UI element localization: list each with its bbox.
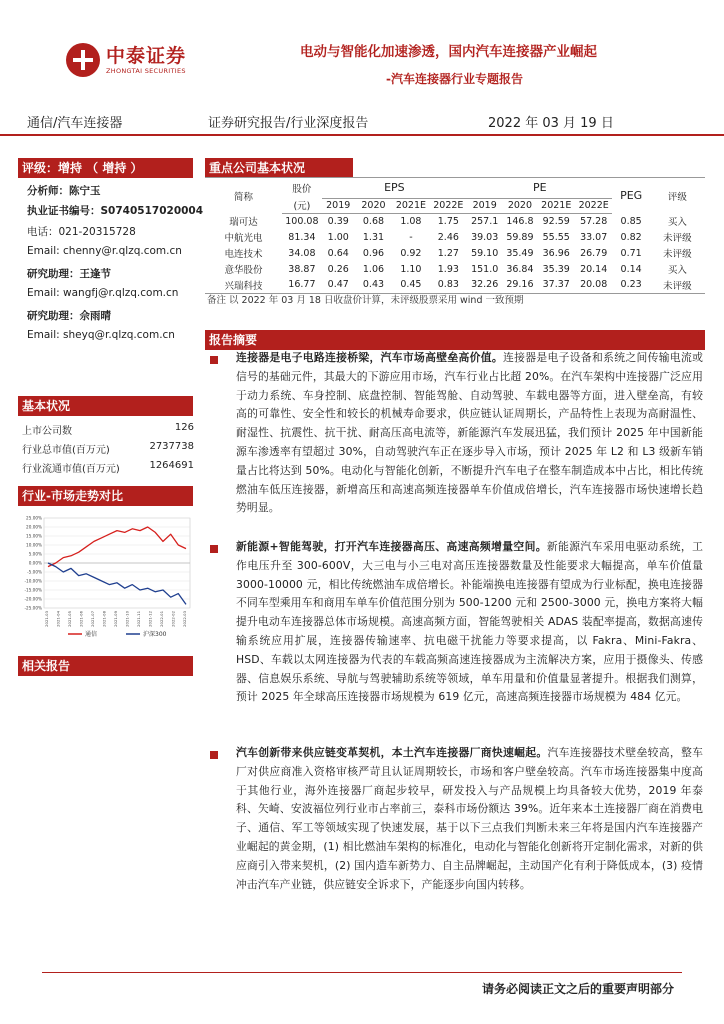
analyst-row-label: 分析师： <box>27 185 69 197</box>
pe-cell: 151.0 <box>471 263 499 275</box>
summary-item-body: 连接器是电子设备和系统之间传输电流或信号的基础元件，其最大的下游应用市场，汽车行业占比超 20%。在汽车架构中连接器广泛应用于动力系统、车身控制、底盘控制、智能驾舱、自动驾驶、车载电器等方面，进入壁垒高，有较高的可靠性、安全性和较长的机械寿命要求，供应链认证周期长，产品特性上表现为高耐温性、耐湿性、抗震性、抗干扰、耐高压高电流等，新能源汽车发展迅猛，我们预计 2025 年中国新能源车渗透率有望超过 30%，自动驾驶汽车正在逐步导入市场，预计 2025 年 L2 和 L3 级新车销量占比将达到 50%。电动化与智能化创新，不断提升汽车电子在整车制造成本中占比，相比传统燃油车低压连接器，新增高压和高速高频连接器单车价值成倍增长，汽车连接器市场快速增长趋势明显。 <box>236 351 703 515</box>
chart-y-tick-label: 0.00% <box>28 560 42 566</box>
chart-y-tick-label: 15.00% <box>26 533 42 539</box>
col-name: 简称 <box>234 191 254 203</box>
chart-y-tick-label: -20.00% <box>24 596 42 602</box>
analyst-row-value: 佘雨晴 <box>79 310 111 322</box>
peg-cell: 0.14 <box>620 263 642 275</box>
basic-status-title: 基本状况 <box>18 396 193 416</box>
company-table-body <box>205 213 705 293</box>
pe-cell: 37.37 <box>538 277 575 293</box>
chart-x-tick-label: 2021-05 <box>67 611 72 627</box>
stat-value: 2737738 <box>149 441 194 452</box>
company-table <box>205 178 705 294</box>
eps-cell: 1.08 <box>400 215 422 227</box>
table-row <box>205 245 705 261</box>
eps-cell: 0.83 <box>430 277 467 293</box>
analyst-row-value[interactable]: chenny@r.qlzq.com.cn <box>63 245 182 257</box>
eps-cell: 0.39 <box>327 215 349 227</box>
eps-cell: 1.75 <box>437 215 459 227</box>
analyst-row-value[interactable]: sheyq@r.qlzq.com.cn <box>63 329 175 341</box>
zhongtai-logo-icon <box>66 43 100 77</box>
peg-cell: 0.82 <box>620 231 642 243</box>
col-pe: PE <box>467 178 612 198</box>
peg-cell: 0.85 <box>620 215 642 227</box>
analyst-row-value: 陈宁玉 <box>69 185 101 197</box>
stat-label: 行业总市值(百万元) <box>22 445 110 456</box>
eps-cell: 1.06 <box>362 263 385 275</box>
related-reports-title: 相关报告 <box>18 656 193 676</box>
col-rating: 评级 <box>667 191 687 203</box>
pe-cell: 29.16 <box>502 277 537 293</box>
pe-cell: 57.28 <box>580 215 608 227</box>
bullet-marker <box>210 545 218 553</box>
pe-cell: 35.39 <box>542 263 570 275</box>
pe-cell: 92.59 <box>542 215 570 227</box>
table-row <box>205 277 705 293</box>
chart-y-tick-label: -15.00% <box>24 587 42 593</box>
analyst-row-label: 执业证书编号： <box>27 205 101 217</box>
peg-cell: 0.71 <box>620 247 642 259</box>
brand-name-en: ZHONGTAI SECURITIES <box>106 66 186 75</box>
chart-y-tick-label: 10.00% <box>26 542 42 548</box>
report-type: 证券研究报告/行业深度报告 <box>208 116 369 131</box>
bullet-marker <box>210 751 218 759</box>
summary-item-body: 汽车连接器技术壁垒较高，整车厂对供应商准入资格审核严苛且认证周期较长，市场和客户壁垒较高。汽车市场连接器集中度高于其他行业，海外连接器厂商起步较早，研发投入与产品规模上均具备较大优势，2019 年泰科、矢崎、安波福位列行业市占率前三，泰科市场份额达 39%。近年来本土连接器厂商在消费电子、通信、军工等领域实现了快速发展，基于以下三点我们判断未来三年将是国内汽车连接器产业崛起的黄金期，(1) 相比燃油车架构的标准化，电动化与智能化创新将开定制化需求，对新的供应商引入带来契机，(2) 国内造车新势力、自主品牌崛起，主动国产化有利于降低成本，(3) 疫情冲击汽车产业链，供应链安全诉求下，产能逐步向国内转移。 <box>236 746 703 891</box>
rating-cell: 未评级 <box>650 277 705 293</box>
summary-item-body: 新能源汽车采用电驱动系统，工作电压升至 300-600V，大三电与小三电对高压连接器数量及性能要求大幅提高，单车价值量 3000-10000 元，相比传统燃油车成倍增长。补能端换电连接器有望成为行业标配，换电连接器不同车型乘用车和商用车单车价值范围分别为 500-1200 元和 2500-3000 元，换电方案将大幅提升电动车连接器总体市场规模。高速高频方面，智能驾驶相关 ADAS 装配率提高，数据高速传输系统应用扩展，连接器传输速率、抗电磁干扰能力等要求提高，以 Fakra、Mini-Fakra、HSD、车载以太网连接器为代表的车载高频高速连接器成为主流解决方案，应用于摄像头、传感器、信息娱乐系统、导航与驾驶辅助系统等领域，单车用量和价值量显著提升。根据我们测算，预计 2025 年全球高压连接器市场规模为 619 亿元，高速高频连接器市场规模为 484 亿元。 <box>236 540 704 704</box>
company-table-title: 重点公司基本状况 <box>205 158 353 178</box>
footer-disclaimer: 请务必阅读正文之后的重要声明部分 <box>481 982 674 996</box>
trend-chart <box>22 512 194 642</box>
pe-cell: 257.1 <box>471 215 499 227</box>
chart-x-tick-label: 2022-02 <box>170 611 176 627</box>
eps-cell: 1.31 <box>362 231 385 243</box>
chart-x-tick-label: 2021-12 <box>147 611 153 627</box>
analyst-row <box>27 308 111 323</box>
eps-cell: 0.68 <box>362 215 385 227</box>
summary-item-head: 连接器是电子电路连接桥梁，汽车市场高壁垒高价值。 <box>236 351 503 364</box>
summary-item-2 <box>236 538 703 707</box>
brand-name-cn: 中泰证券 <box>106 44 187 67</box>
stock-price: 100.08 <box>285 215 319 227</box>
company-name: 电连技术 <box>224 249 263 260</box>
analyst-row <box>27 287 178 299</box>
chart-x-tick-label: 2021-11 <box>136 611 141 627</box>
chart-y-tick-label: -10.00% <box>24 578 42 584</box>
year-header: 2022E <box>430 198 467 213</box>
chart-y-tick-label: 20.00% <box>26 524 42 530</box>
analyst-row <box>27 224 136 239</box>
chart-legend-label: 通信 <box>85 631 98 638</box>
col-peg: PEG <box>620 189 643 202</box>
rating-cell: 买入 <box>667 265 687 276</box>
pe-cell: 20.08 <box>575 277 612 293</box>
stat-value: 1264691 <box>149 460 194 471</box>
col-eps: EPS <box>322 178 467 198</box>
chart-series-line-2 <box>48 563 186 604</box>
company-name: 瑞可达 <box>229 217 258 228</box>
analyst-row-label: Email: <box>27 245 64 257</box>
table-row <box>205 261 705 277</box>
eps-cell: 2.46 <box>437 231 459 243</box>
chart-x-tick-label: 2022-01 <box>159 611 164 627</box>
analyst-row-label: 电话： <box>27 226 59 238</box>
pe-cell: 32.26 <box>467 277 502 293</box>
eps-cell: 0.64 <box>327 247 349 259</box>
rating-cell: 买入 <box>667 217 687 228</box>
eps-cell: 1.27 <box>437 247 459 259</box>
table-row <box>205 213 705 229</box>
pe-cell: 55.55 <box>542 231 570 243</box>
analyst-row-value: 021-20315728 <box>58 226 136 238</box>
pe-cell: 36.84 <box>506 263 534 275</box>
rating-bar: 评级：增持 （ 增持 ） <box>18 158 193 178</box>
year-header: 2021E <box>392 198 429 213</box>
table-row <box>205 229 705 245</box>
chart-x-tick-label: 2021-07 <box>90 611 95 627</box>
year-header: 2020 <box>502 198 537 213</box>
pe-cell: 59.10 <box>471 247 499 259</box>
company-logo <box>66 40 186 80</box>
chart-y-tick-label: -25.00% <box>24 605 42 611</box>
eps-cell: 1.10 <box>400 263 422 275</box>
pe-cell: 59.89 <box>506 231 534 243</box>
stat-row <box>22 422 194 437</box>
company-name: 兴瑞科技 <box>205 277 282 293</box>
pe-cell: 35.49 <box>506 247 534 259</box>
eps-cell: 1.00 <box>327 231 349 243</box>
chart-x-tick-label: 2022-03 <box>182 611 187 627</box>
pe-cell: 36.96 <box>542 247 570 259</box>
eps-cell: 1.93 <box>437 263 459 275</box>
stock-price: 38.87 <box>288 263 316 275</box>
chart-y-tick-label: 5.00% <box>28 551 42 557</box>
summary-title: 报告摘要 <box>205 330 705 350</box>
rating-cell: 未评级 <box>663 249 692 260</box>
stat-label: 上市公司数 <box>22 426 72 437</box>
footer-divider <box>42 972 682 973</box>
analyst-row-label: Email: <box>27 287 64 299</box>
chart-x-tick-label: 2021-09 <box>113 611 118 627</box>
table-note: 备注 以 2022 年 03 月 18 日收盘价计算，未评级股票采用 wind 一致预期 <box>207 295 524 306</box>
pe-cell: 26.79 <box>580 247 608 259</box>
chart-x-tick-label: 2021-04 <box>55 611 61 627</box>
report-title: 电动与智能化加速渗透，国内汽车连接器产业崛起 <box>300 44 597 60</box>
analyst-row <box>27 183 101 198</box>
industry-label: 通信/汽车连接器 <box>27 116 123 131</box>
year-header: 2019 <box>467 198 502 213</box>
summary-item-1 <box>236 349 703 518</box>
stat-row <box>22 441 194 456</box>
col-price-unit: (元) <box>282 198 322 213</box>
analyst-row-value: 王逢节 <box>79 268 111 280</box>
eps-cell: 0.96 <box>362 247 385 259</box>
pe-cell: 33.07 <box>580 231 608 243</box>
stock-price: 16.77 <box>282 277 322 293</box>
col-price: 股价 <box>292 184 312 195</box>
eps-cell: - <box>409 231 413 243</box>
header-divider <box>0 134 724 136</box>
chart-y-tick-label: 25.00% <box>26 515 42 521</box>
year-header: 2022E <box>575 198 612 213</box>
eps-cell: 0.45 <box>392 277 429 293</box>
report-subtitle: -汽车连接器行业专题报告 <box>386 72 523 86</box>
chart-series-line-1 <box>48 527 186 567</box>
year-header: 2020 <box>355 198 392 213</box>
report-date: 2022 年 03 月 19 日 <box>488 116 614 131</box>
stat-row <box>22 460 194 475</box>
analyst-row <box>27 266 111 281</box>
eps-cell: 0.47 <box>322 277 355 293</box>
summary-item-head: 汽车创新带来供应链变革契机，本土汽车连接器厂商快速崛起。 <box>236 746 548 759</box>
peg-cell: 0.23 <box>612 277 649 293</box>
eps-cell: 0.43 <box>355 277 392 293</box>
analyst-row <box>27 203 203 218</box>
bullet-marker <box>210 356 218 364</box>
summary-item-head: 新能源+智能驾驶，打开汽车连接器高压、高速高频增量空间。 <box>236 540 547 553</box>
analyst-row <box>27 329 175 341</box>
company-name: 中航光电 <box>224 233 263 244</box>
analyst-row <box>27 245 182 257</box>
stat-label: 行业流通市值(百万元) <box>22 464 120 475</box>
company-name: 意华股份 <box>224 265 263 276</box>
analyst-row-value[interactable]: wangfj@r.qlzq.com.cn <box>63 287 179 299</box>
eps-cell: 0.26 <box>327 263 349 275</box>
chart-x-tick-label: 2021-03 <box>44 611 49 627</box>
analyst-row-label: Email: <box>27 329 64 341</box>
chart-x-tick-label: 2021-08 <box>101 611 107 627</box>
year-header: 2021E <box>538 198 575 213</box>
stat-value: 126 <box>174 422 194 433</box>
trend-title: 行业-市场走势对比 <box>18 486 193 506</box>
pe-cell: 146.8 <box>506 215 534 227</box>
year-header: 2019 <box>322 198 355 213</box>
rating-cell: 未评级 <box>663 233 692 244</box>
analyst-row-label: 研究助理： <box>27 268 80 280</box>
pe-cell: 39.03 <box>471 231 499 243</box>
summary-item-3 <box>236 744 703 894</box>
chart-legend-label: 沪深300 <box>143 631 167 638</box>
stock-price: 34.08 <box>288 247 316 259</box>
chart-x-tick-label: 2021-10 <box>124 611 130 627</box>
stock-price: 81.34 <box>288 231 316 243</box>
analyst-row-label: 研究助理： <box>27 310 80 322</box>
chart-y-tick-label: -5.00% <box>27 569 42 575</box>
pe-cell: 20.14 <box>580 263 608 275</box>
analyst-row-value: S0740517020004 <box>100 205 204 217</box>
eps-cell: 0.92 <box>400 247 422 259</box>
chart-x-tick-label: 2021-06 <box>78 611 84 627</box>
